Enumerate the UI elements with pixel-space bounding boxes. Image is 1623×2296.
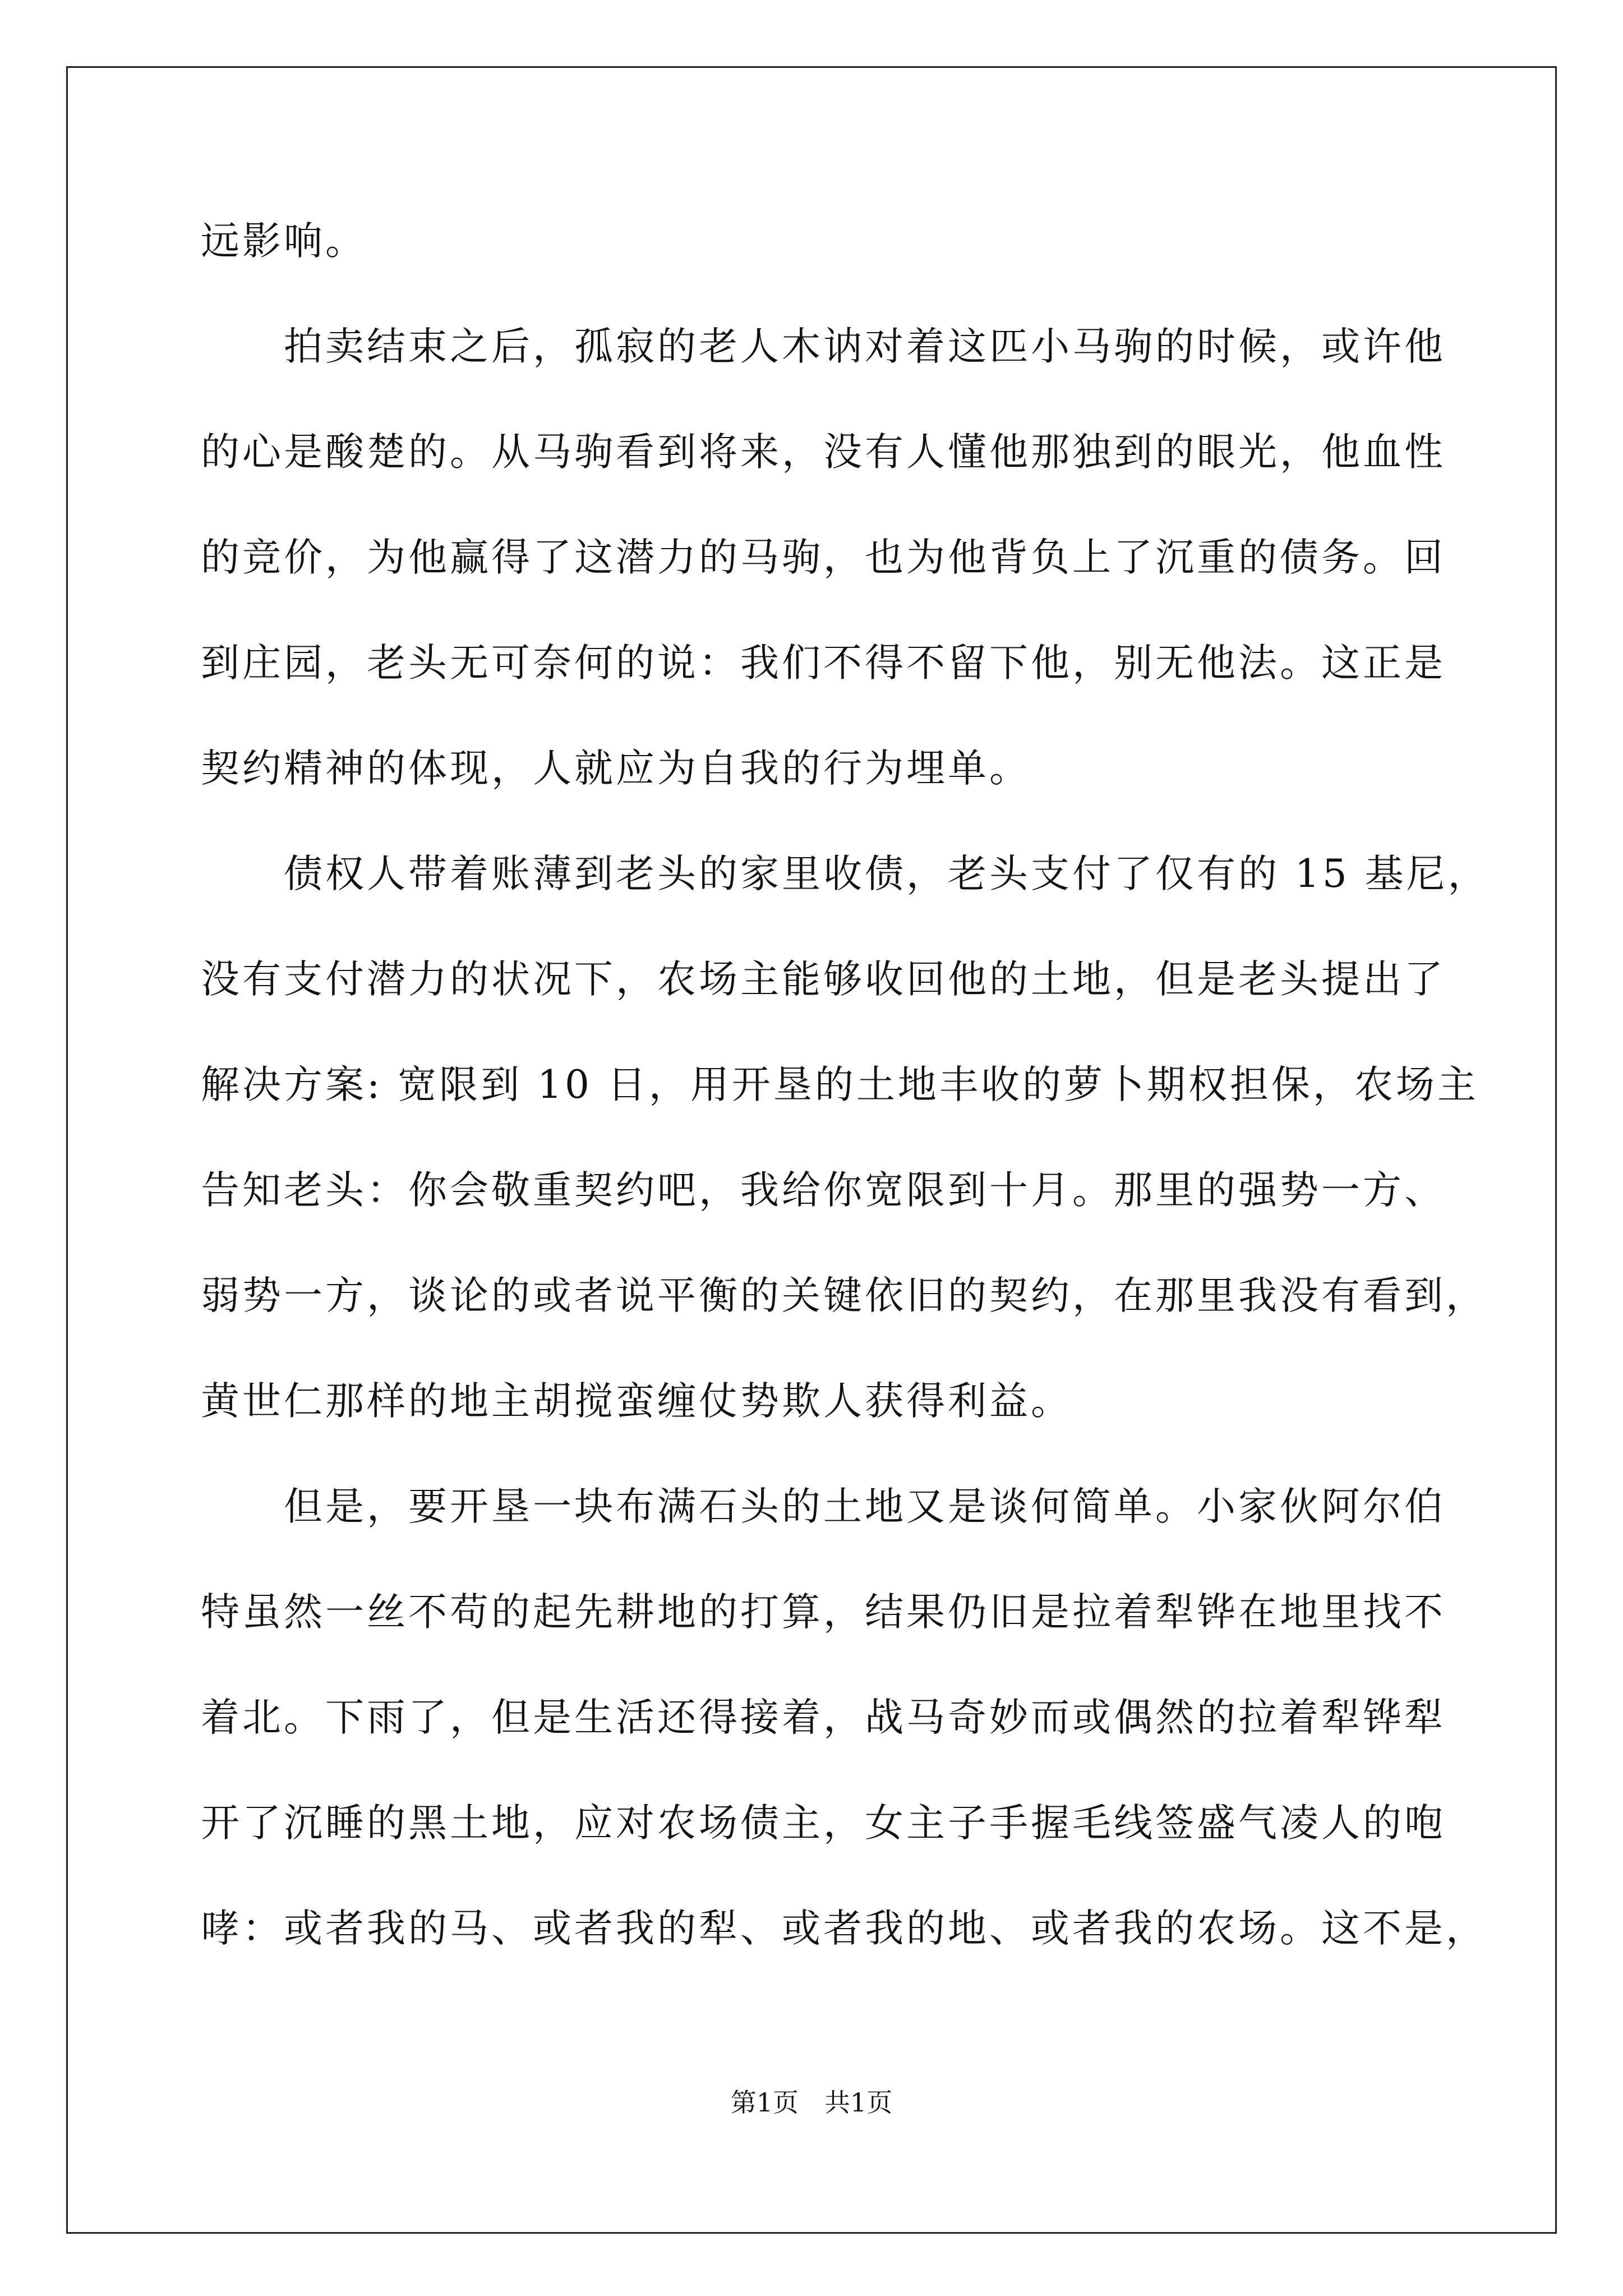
text-line: 黄世仁那样的地主胡搅蛮缠仗势欺人获得利益。 xyxy=(201,1379,1072,1424)
text-line: 的心是酸楚的。从马驹看到将来，没有人懂他那独到的眼光，他血性 xyxy=(201,430,1446,475)
text-line: 开了沉睡的黑土地，应对农场债主，女主子手握毛线签盛气凌人的咆 xyxy=(201,1801,1446,1846)
text-line: 没有支付潜力的状况下，农场主能够收回他的土地，但是老头提出了 xyxy=(201,957,1446,1002)
text-line: 哮：或者我的马、或者我的犁、或者我的地、或者我的农场。这不是， xyxy=(201,1906,1487,1951)
text-line: 远影响。 xyxy=(201,219,367,264)
text-line: 拍卖结束之后，孤寂的老人木讷对着这匹小马驹的时候，或许他 xyxy=(201,324,1446,369)
text-line: 解决方案: 宽限到 10 日，用开垦的土地丰收的萝卜期权担保，农场主 xyxy=(201,1062,1479,1107)
text-line: 的竞价，为他赢得了这潜力的马驹，也为他背负上了沉重的债务。回 xyxy=(201,535,1446,580)
page-footer xyxy=(0,2086,1623,2119)
text-line: 特虽然一丝不苟的起先耕地的打算，结果仍旧是拉着犁铧在地里找不 xyxy=(201,1590,1446,1635)
text-line: 弱势一方，谈论的或者说平衡的关键依旧的契约，在那里我没有看到， xyxy=(201,1273,1487,1318)
page-number: 第1页 共1页 xyxy=(730,2087,893,2118)
text-line: 契约精神的体现，人就应为自我的行为埋单。 xyxy=(201,746,1031,791)
text-line: 着北。下雨了，但是生活还得接着，战马奇妙而或偶然的拉着犁铧犁 xyxy=(201,1695,1446,1740)
text-line: 到庄园，老头无可奈何的说：我们不得不留下他，别无他法。这正是 xyxy=(201,641,1446,685)
text-line: 债权人带着账薄到老头的家里收债，老头支付了仅有的 15 基尼， xyxy=(201,852,1490,896)
text-line: 但是，要开垦一块布满石头的土地又是谈何简单。小家伙阿尔伯 xyxy=(201,1484,1446,1529)
text-line: 告知老头：你会敬重契约吧，我给你宽限到十月。那里的强势一方、 xyxy=(201,1168,1446,1213)
document-body xyxy=(201,199,1490,1992)
